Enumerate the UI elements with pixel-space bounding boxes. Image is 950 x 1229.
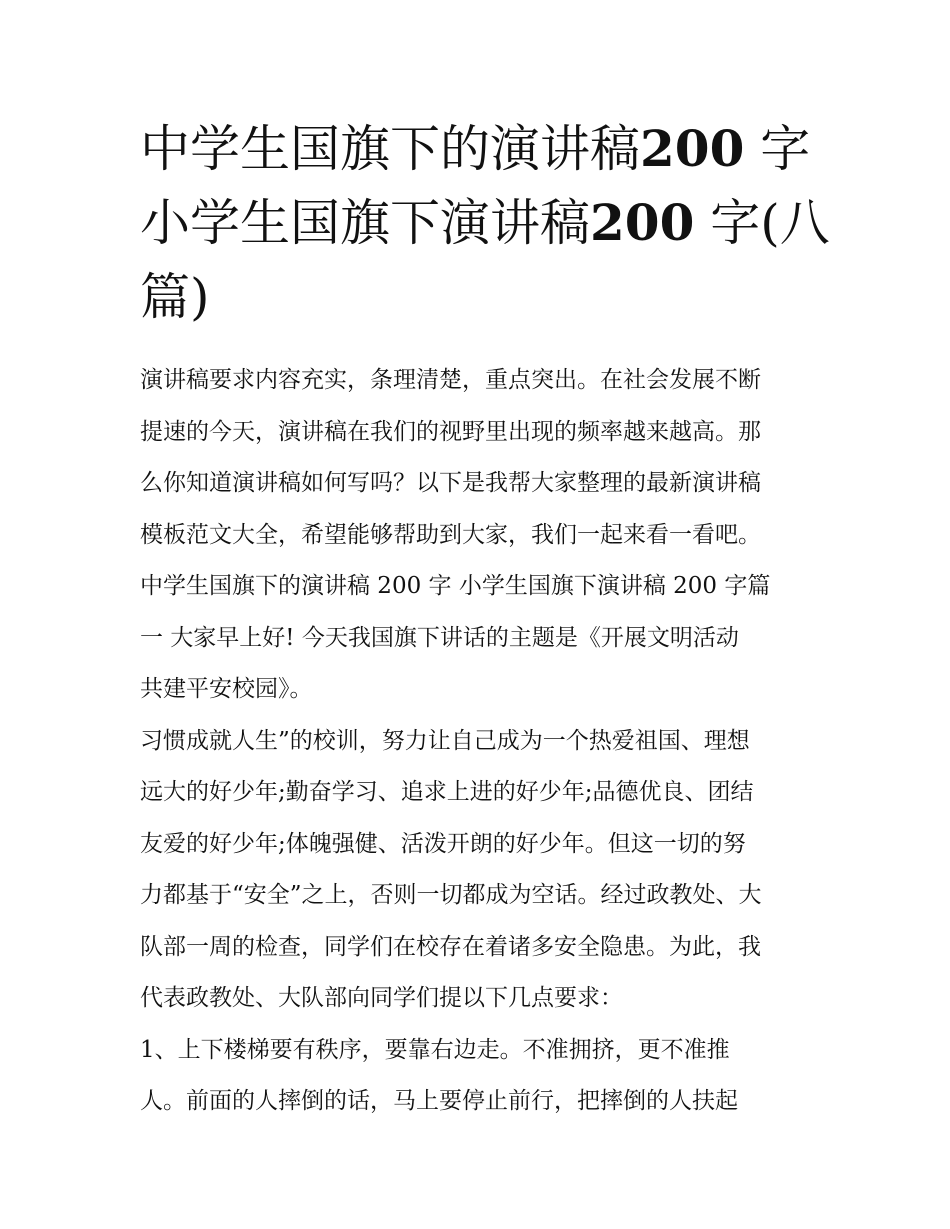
document-title [140,112,830,334]
body-line: 队部一周的检查，同学们在校存在着诸多安全隐患。为此，我 [140,933,761,960]
body-line: 提速的今天，演讲稿在我们的视野里出现的频率越来越高。那 [140,418,761,445]
title-text: 小学生国旗下演讲稿 [140,194,590,252]
title-line [140,260,830,334]
title-line [140,112,830,186]
body-line: 演讲稿要求内容充实，条理清楚，重点突出。在社会发展不断 [140,367,761,393]
title-text: 字(八 [694,194,830,252]
title-text: 中学生国旗下的演讲稿 [140,120,640,178]
body-line: 习惯成就人生”的校训，努力让自己成为一个热爱祖国、理想 [140,727,750,754]
document-body [140,355,830,1128]
body-line: 共建平安校园》。 [140,676,313,702]
body-line: 远大的好少年;勤奋学习、追求上进的好少年;品德优良、团结 [140,779,754,805]
title-number: 200 [640,119,745,178]
body-line: 人。前面的人摔倒的话，马上要停止前行，把摔倒的人扶起 [140,1088,738,1114]
body-line: 友爱的好少年;体魄强健、活泼开朗的好少年。但这一切的努 [140,830,746,857]
title-text: 篇) [140,268,210,326]
body-line: 模板范文大全，希望能够帮助到大家，我们一起来看一看吧。 [140,521,761,548]
body-line: 一 大家早上好! 今天我国旗下讲话的主题是《开展文明活动 [140,624,739,651]
title-line [140,186,830,260]
title-number: 200 [590,193,695,252]
title-text: 字 [744,120,811,178]
body-line: 么你知道演讲稿如何写吗？以下是我帮大家整理的最新演讲稿 [140,470,761,496]
body-line: 力都基于“安全”之上，否则一切都成为空话。经过政教处、大 [140,882,762,908]
body-line: 代表政教处、大队部向同学们提以下几点要求： [140,985,623,1011]
body-line: 中学生国旗下的演讲稿 200 字 小学生国旗下演讲稿 200 字篇 [140,573,771,599]
body-line: 1、上下楼梯要有秩序，要靠右边走。不准拥挤，更不准推 [140,1036,730,1063]
